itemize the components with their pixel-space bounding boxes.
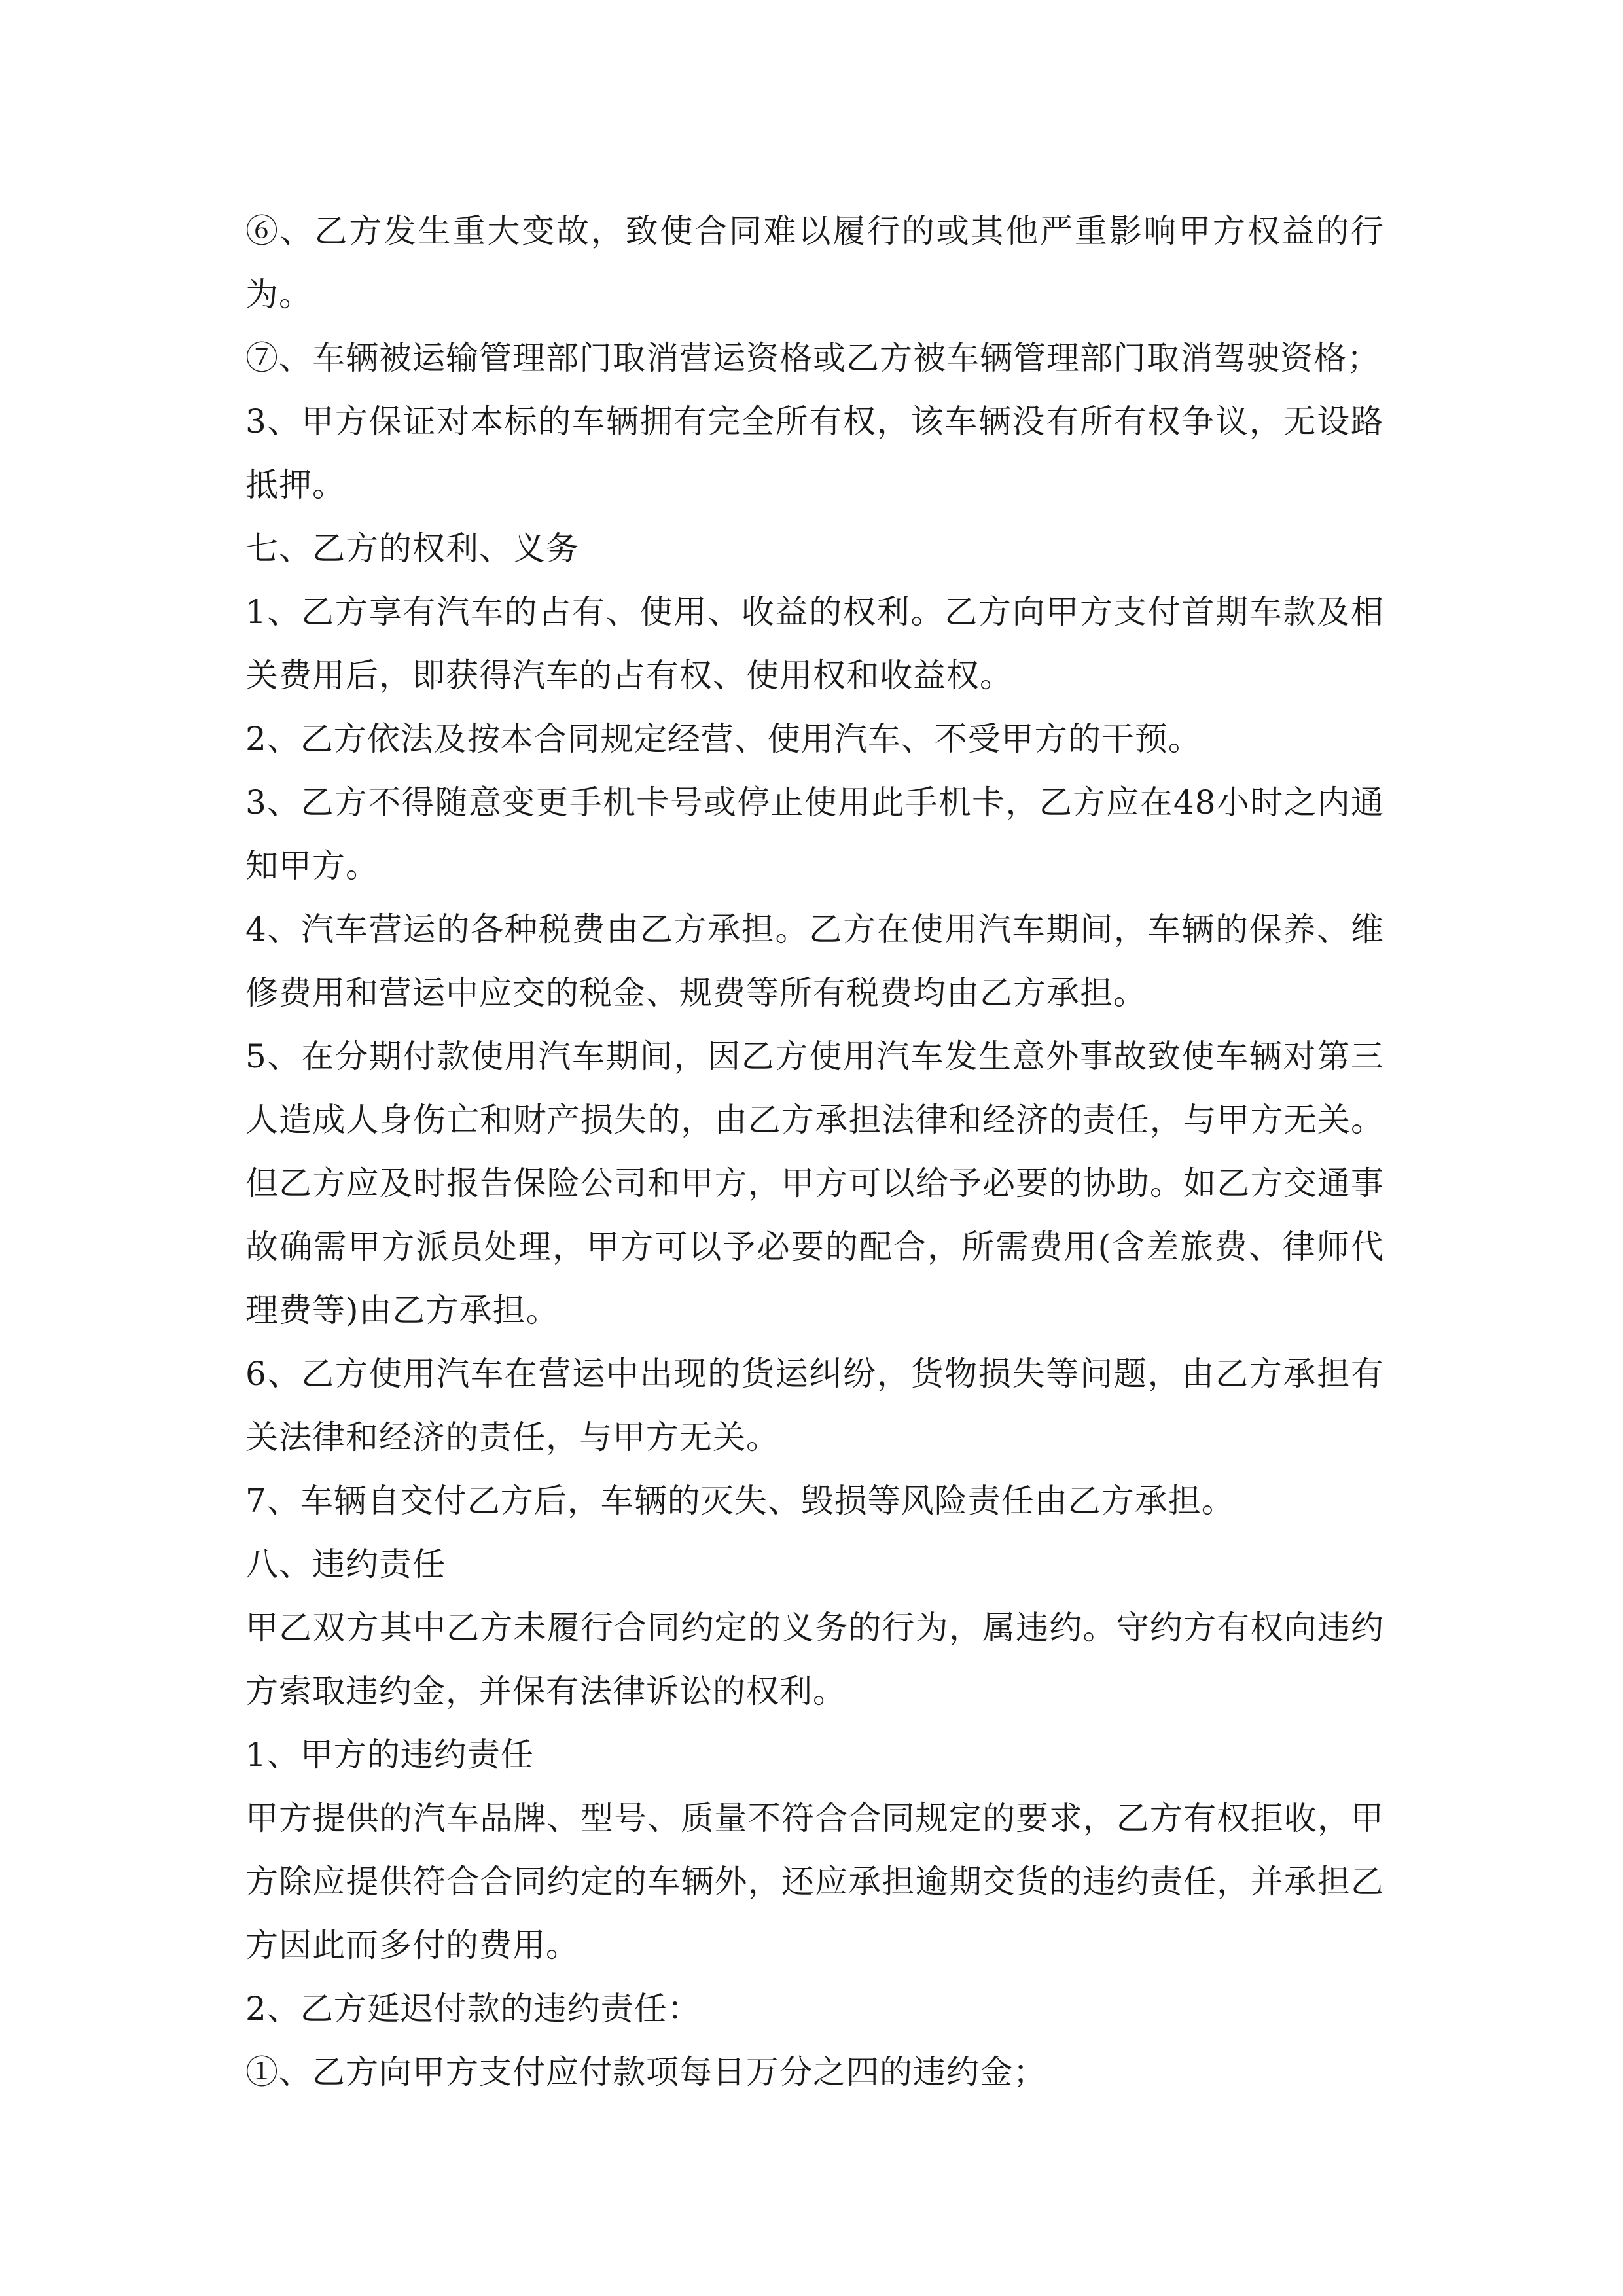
document-body [245, 200, 1384, 2104]
paragraph-b-rights-6: 6、乙方使用汽车在营运中出现的货运纠纷，货物损失等问题，由乙方承担有关法律和经济的责任，与甲方无关。 [245, 1355, 1384, 1456]
paragraph-b-rights-7: 7、车辆自交付乙方后，车辆的灭失、毁损等风险责任由乙方承担。 [245, 1482, 1235, 1520]
paragraph-breach-item-6: ⑥、乙方发生重大变故，致使合同难以履行的或其他严重影响甲方权益的行为。 [245, 212, 1384, 314]
paragraph-ownership-guarantee: 3、甲方保证对本标的车辆拥有完全所有权，该车辆没有所有权争议，无设路抵押。 [245, 403, 1384, 504]
paragraph-liability-intro: 甲乙双方其中乙方未履行合同约定的义务的行为，属违约。守约方有权向违约方索取违约金，并保有法律诉讼的权利。 [245, 1609, 1384, 1710]
paragraph-b-rights-3: 3、乙方不得随意变更手机卡号或停止使用此手机卡，乙方应在48小时之内通知甲方。 [245, 783, 1384, 885]
paragraph-breach-item-7: ⑦、车辆被运输管理部门取消营运资格或乙方被车辆管理部门取消驾驶资格； [245, 339, 1380, 377]
paragraph-late-payment-item-1: ①、乙方向甲方支付应付款项每日万分之四的违约金； [245, 2053, 1046, 2091]
paragraph-b-rights-5: 5、在分期付款使用汽车期间，因乙方使用汽车发生意外事故致使车辆对第三人造成人身伤亡和财产损失的，由乙方承担法律和经济的责任，与甲方无关。但乙方应及时报告保险公司和甲方，甲方可以给予必要的协助。如乙方交通事故确需甲方派员处理，甲方可以予必要的配合，所需费用(含差旅费、律师代理费等)由乙方承担。 [245, 1037, 1384, 1329]
paragraph-b-rights-1: 1、乙方享有汽车的占有、使用、收益的权利。乙方向甲方支付首期车款及相关费用后，即获得汽车的占有权、使用权和收益权。 [245, 593, 1384, 694]
paragraph-party-a-liability: 甲方提供的汽车品牌、型号、质量不符合合同规定的要求，乙方有权拒收，甲方除应提供符合合同约定的车辆外，还应承担逾期交货的违约责任，并承担乙方因此而多付的费用。 [245, 1799, 1384, 1964]
section-heading-party-b-rights: 七、乙方的权利、义务 [245, 529, 579, 567]
subheading-party-b-late-payment: 2、乙方延迟付款的违约责任： [245, 1990, 701, 2028]
paragraph-b-rights-2: 2、乙方依法及按本合同规定经营、使用汽车、不受甲方的干预。 [245, 720, 1202, 758]
subheading-party-a-liability: 1、甲方的违约责任 [245, 1736, 534, 1774]
paragraph-b-rights-4: 4、汽车营运的各种税费由乙方承担。乙方在使用汽车期间，车辆的保养、维修费用和营运中应交的税金、规费等所有税费均由乙方承担。 [245, 910, 1384, 1012]
section-heading-liability: 八、违约责任 [245, 1545, 446, 1583]
